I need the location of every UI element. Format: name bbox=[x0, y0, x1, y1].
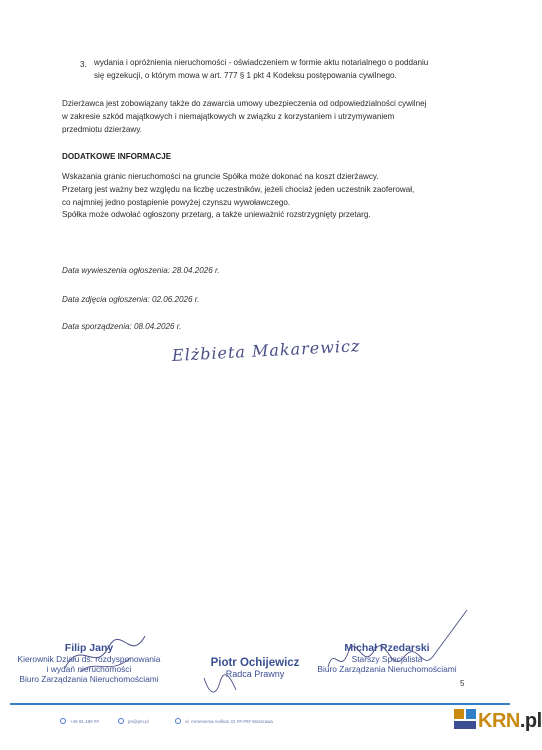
removal-date: Data zdjęcia ogłoszenia: 02.06.2026 r. bbox=[62, 295, 200, 304]
location-icon bbox=[175, 718, 181, 724]
signature-scribble bbox=[200, 672, 240, 698]
signature-scribble bbox=[322, 605, 472, 685]
stamp-role: Kierownik Działu ds. rozdysponowania bbox=[17, 654, 161, 664]
handwritten-signature: Elżbieta Makarewicz bbox=[171, 336, 361, 365]
info-line: Spółka może odwołać ogłoszony przetarg, a także unieważnić rozstrzygnięty przetarg. bbox=[62, 210, 371, 220]
posting-date: Data wywieszenia ogłoszenia: 28.04.2026 r. bbox=[62, 266, 220, 275]
company-logo bbox=[452, 706, 480, 732]
krn-watermark bbox=[478, 710, 542, 733]
footer-email bbox=[118, 718, 149, 724]
additional-info bbox=[62, 171, 474, 222]
section-heading: DODATKOWE INFORMACJE bbox=[62, 152, 172, 161]
stamp-name: Michał Rzedarski bbox=[344, 642, 430, 654]
preparation-date: Data sporządzenia: 08.04.2026 r. bbox=[62, 322, 182, 331]
paragraph-line: w zakresie szkód majątkowych i niemajątkowych w związku z korzystaniem i utrzymywaniem bbox=[62, 111, 395, 121]
stamp-role: i wydań nieruchomości bbox=[46, 664, 132, 674]
watermark-prefix: KRN bbox=[478, 710, 520, 732]
email-icon bbox=[118, 718, 124, 724]
info-line: co najmniej jedno postąpienie powyżej czynszu wywoławczego. bbox=[62, 197, 291, 207]
list-item-line: wydania i opróżnienia nieruchomości - oświadczeniem w formie aktu notarialnego o poddaniu bbox=[94, 58, 429, 67]
paragraph-line: Dzierżawca jest zobowiązany także do zawarcia umowy ubezpieczenia od odpowiedzialności cywilnej bbox=[62, 99, 427, 108]
stamp-name: Filip Jany bbox=[64, 642, 114, 654]
footer-address bbox=[175, 718, 273, 724]
watermark-suffix: .pl bbox=[519, 710, 542, 732]
stamp-role: Biuro Zarządzania Nieruchomościami bbox=[19, 674, 159, 684]
footer-divider bbox=[10, 703, 510, 705]
phone-icon bbox=[60, 718, 66, 724]
footer-phone bbox=[60, 718, 99, 724]
insurance-paragraph bbox=[62, 98, 474, 136]
footer-address-text: ul. Armenienia Anilkan 22 ##-### Warszawa bbox=[185, 718, 273, 724]
stamp-role: Biuro Zarządzania Nieruchomościami bbox=[317, 664, 457, 674]
paragraph-line: przedmiotu dzierżawy. bbox=[62, 124, 142, 134]
stamp-name: Piotr Ochijewicz bbox=[210, 657, 300, 669]
list-item-line: się egzekucji, o którym mowa w art. 777 § 1 pkt 4 Kodeksu postępowania cywilnego. bbox=[94, 70, 397, 80]
info-line: Przetarg jest ważny bez względu na liczbę uczestników, jeżeli chociaż jeden uczestnik zaoferował, bbox=[62, 184, 415, 194]
list-item-3 bbox=[94, 57, 474, 83]
info-line: Wskazania granic nieruchomości na gruncie Spółka może dokonać na koszt dzierżawcy. bbox=[62, 172, 379, 181]
signature-scribble bbox=[60, 628, 150, 678]
stamp-role: Starszy Specjalista bbox=[351, 654, 423, 664]
list-number: 3. bbox=[80, 60, 87, 69]
page-number: 5 bbox=[460, 679, 465, 688]
footer-email-text: pn@pm.pl bbox=[128, 718, 149, 724]
stamp-role: Radca Prawny bbox=[225, 669, 285, 679]
footer-phone-text: +48 91 480 ## bbox=[70, 718, 99, 724]
